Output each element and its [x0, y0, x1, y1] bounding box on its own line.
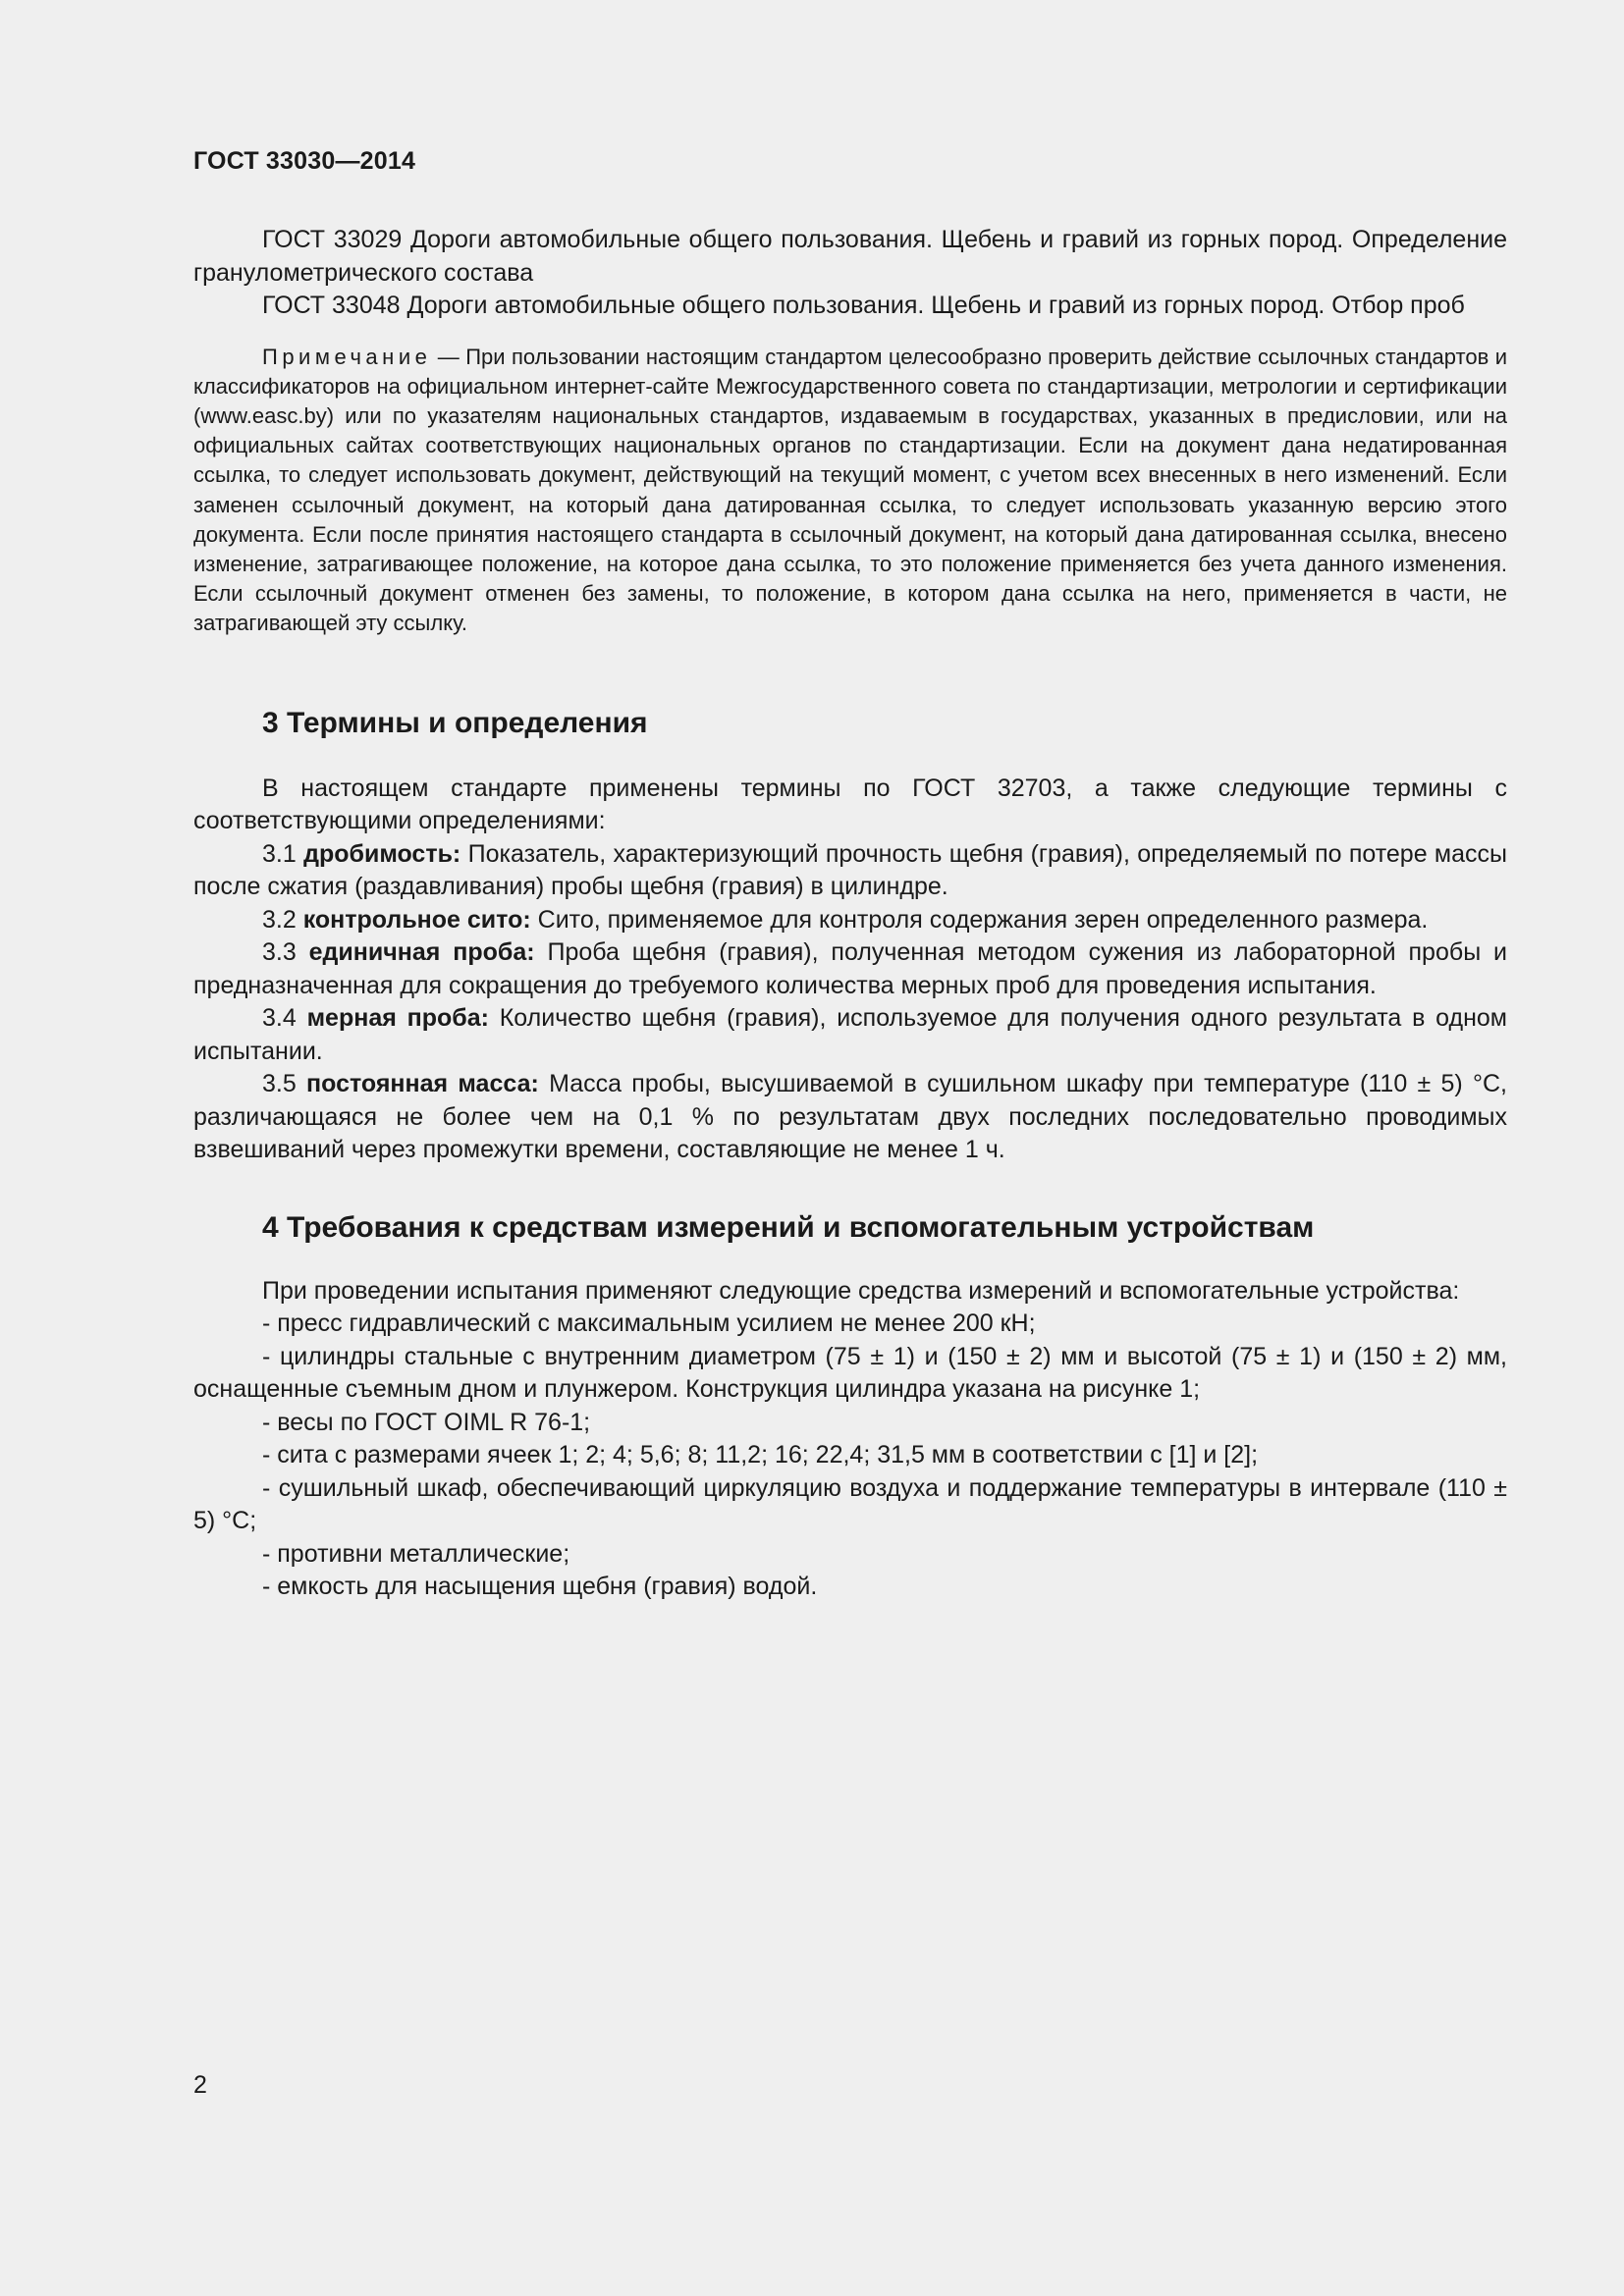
reference-item: ГОСТ 33048 Дороги автомобильные общего пользования. Щебень и гравий из горных пород. Отбор проб	[262, 292, 1465, 319]
section-4-heading: 4 Требования к средствам измерений и вспомогательным устройствам	[262, 1210, 1315, 1244]
term-definition: 3.4 мерная проба: Количество щебня (гравия), используемое для получения одного результата в одном испытании.	[193, 1004, 1507, 1065]
list-item: - противни металлические;	[262, 1539, 570, 1568]
note-paragraph	[193, 343, 1507, 639]
term-definition: 3.2 контрольное сито: Сито, применяемое для контроля содержания зерен определенного размера.	[262, 905, 1429, 934]
note-label: Примечание	[262, 344, 432, 369]
list-item: - емкость для насыщения щебня (гравия) водой.	[262, 1573, 818, 1601]
term-definition: 3.3 единичная проба: Проба щебня (гравия), полученная методом сужения из лабораторной пробы и предназначенная для сокращения до требуемого количества мерных проб для проведения испытания.	[193, 938, 1508, 999]
section-4-intro: При проведении испытания применяют следующие средства измерений и вспомогательные устройства:	[262, 1276, 1460, 1305]
term-definition: 3.1 дробимость: Показатель, характеризующий прочность щебня (гравия), определяемый по потере массы после сжатия (раздавливания) пробы щебня (гравия) в цилиндре.	[193, 839, 1507, 901]
page-number: 2	[193, 2071, 207, 2099]
list-item: - весы по ГОСТ OIML R 76-1;	[262, 1408, 591, 1436]
list-item: - сита с размерами ячеек 1; 2; 4; 5,6; 8; 11,2; 16; 22,4; 31,5 мм в соответствии с [1] и [2];	[262, 1441, 1259, 1469]
page-content	[193, 224, 1507, 1604]
note-dash: —	[431, 344, 466, 369]
list-item: - цилиндры стальные с внутренним диаметром (75 ± 1) и (150 ± 2) мм и высотой (75 ± 1) и (150 ± 2) мм, оснащенные съемным дном и плунжером. Конструкция цилиндра указана на рисунке 1;	[193, 1342, 1507, 1404]
document-header: ГОСТ 33030—2014	[193, 147, 416, 175]
references-list	[193, 224, 1507, 323]
section-3-intro: В настоящем стандарте применены термины по ГОСТ 32703, а также следующие термины с соответствующими определениями:	[193, 774, 1507, 835]
list-item: - пресс гидравлический с максимальным усилием не менее 200 кН;	[262, 1309, 1036, 1338]
term-definition: 3.5 постоянная масса: Масса пробы, высушиваемой в сушильном шкафу при температуре (110 ± 5) °С, различающаяся не более чем на 0,1 % по результатам двух последних последовательно проводимых взвешиваний через промежутки времени, составляющие не менее 1 ч.	[193, 1070, 1507, 1164]
reference-item: ГОСТ 33029 Дороги автомобильные общего пользования. Щебень и гравий из горных пород. Определение гранулометрического состава	[193, 226, 1507, 287]
section-3-heading: 3 Термины и определения	[262, 706, 648, 739]
note-text: При пользовании настоящим стандартом целесообразно проверить действие ссылочных стандартов и классификаторов на официальном интернет-сайте Межгосударственного совета по стандартизации, метрологии и сертификации (www.easc.by) или по указателям национальных стандартов, издаваемым в государствах, указанных в предисловии, или на официальных сайтах соответствующих национальных органов по стандартизации. Если на документ дана недатированная ссылка, то следует использовать документ, действующий на текущий момент, с учетом всех внесенных в него изменений. Если заменен ссылочный документ, на который дана датированная ссылка, то следует использовать указанную версию этого документа. Если после принятия настоящего стандарта в ссылочный документ, на который дана датированная ссылка, внесено изменение, затрагивающее положение, на которое дана ссылка, то это положение применяется без учета данного изменения. Если ссылочный документ отменен без замены, то положение, в котором дана ссылка на него, применяется в части, не затрагивающей эту ссылку.	[193, 344, 1507, 636]
list-item: - сушильный шкаф, обеспечивающий циркуляцию воздуха и поддержание температуры в интервале (110 ± 5) °С;	[193, 1473, 1507, 1535]
equipment-list	[193, 1308, 1507, 1604]
